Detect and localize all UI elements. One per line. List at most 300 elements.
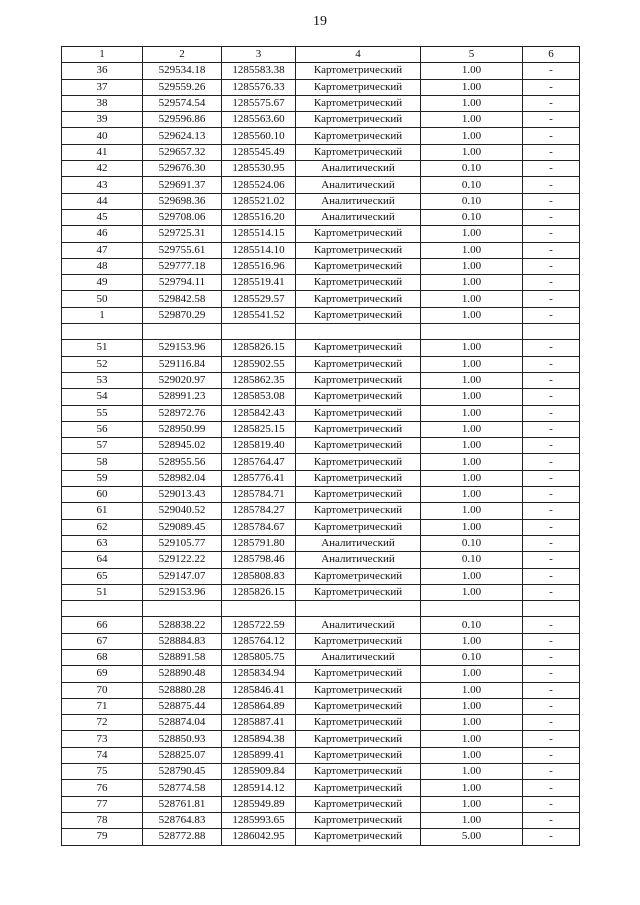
accuracy-cell: 1.00 xyxy=(421,291,523,307)
method-cell: Картометрический xyxy=(296,715,421,731)
table-header xyxy=(62,47,580,63)
method-cell: Картометрический xyxy=(296,405,421,421)
table-row xyxy=(62,812,580,828)
header-cell-3: 3 xyxy=(222,47,296,63)
table-row xyxy=(62,535,580,551)
x-coordinate-cell: 529116.84 xyxy=(143,356,222,372)
table-row xyxy=(62,144,580,160)
point-number-cell: 58 xyxy=(62,454,143,470)
accuracy-cell: 1.00 xyxy=(421,633,523,649)
accuracy-cell: 1.00 xyxy=(421,666,523,682)
table-row xyxy=(62,552,580,568)
y-coordinate-cell: 1285563.60 xyxy=(222,112,296,128)
accuracy-cell: 1.00 xyxy=(421,454,523,470)
accuracy-cell: 1.00 xyxy=(421,340,523,356)
y-coordinate-cell: 1285576.33 xyxy=(222,79,296,95)
note-cell: - xyxy=(523,568,580,584)
y-coordinate-cell: 1285516.20 xyxy=(222,209,296,225)
method-cell: Картометрический xyxy=(296,144,421,160)
x-coordinate-cell: 528950.99 xyxy=(143,421,222,437)
table-row xyxy=(62,487,580,503)
x-coordinate-cell: 528850.93 xyxy=(143,731,222,747)
x-coordinate-cell: 529147.07 xyxy=(143,568,222,584)
method-cell: Картометрический xyxy=(296,356,421,372)
point-number-cell: 59 xyxy=(62,470,143,486)
header-row xyxy=(62,47,580,63)
y-coordinate-cell: 1285826.15 xyxy=(222,340,296,356)
accuracy-cell: 1.00 xyxy=(421,95,523,111)
note-cell: - xyxy=(523,780,580,796)
y-coordinate-cell: 1285545.49 xyxy=(222,144,296,160)
method-cell: Картометрический xyxy=(296,666,421,682)
method-cell: Аналитический xyxy=(296,209,421,225)
point-number-cell: 49 xyxy=(62,275,143,291)
point-number-cell: 39 xyxy=(62,112,143,128)
note-cell: - xyxy=(523,63,580,79)
x-coordinate-cell: 528955.56 xyxy=(143,454,222,470)
x-coordinate-cell: 528761.81 xyxy=(143,796,222,812)
y-coordinate-cell: 1285902.55 xyxy=(222,356,296,372)
point-number-cell: 56 xyxy=(62,421,143,437)
point-number-cell: 64 xyxy=(62,552,143,568)
note-cell: - xyxy=(523,535,580,551)
accuracy-cell: 1.00 xyxy=(421,470,523,486)
point-number-cell: 72 xyxy=(62,715,143,731)
x-coordinate-cell: 529020.97 xyxy=(143,372,222,388)
note-cell: - xyxy=(523,79,580,95)
method-cell: Аналитический xyxy=(296,193,421,209)
x-coordinate-cell: 529040.52 xyxy=(143,503,222,519)
point-number-cell: 76 xyxy=(62,780,143,796)
note-cell: - xyxy=(523,796,580,812)
method-cell: Картометрический xyxy=(296,796,421,812)
point-number-cell: 54 xyxy=(62,389,143,405)
table-row xyxy=(62,470,580,486)
method-cell: Картометрический xyxy=(296,307,421,323)
note-cell: - xyxy=(523,470,580,486)
accuracy-cell: 1.00 xyxy=(421,584,523,600)
x-coordinate-cell: 529777.18 xyxy=(143,258,222,274)
note-cell: - xyxy=(523,372,580,388)
method-cell: Картометрический xyxy=(296,421,421,437)
y-coordinate-cell: 1285776.41 xyxy=(222,470,296,486)
table-row xyxy=(62,747,580,763)
note-cell: - xyxy=(523,291,580,307)
method-cell: Картометрический xyxy=(296,454,421,470)
separator-row xyxy=(62,601,580,617)
x-coordinate-cell: 528875.44 xyxy=(143,698,222,714)
table-row xyxy=(62,568,580,584)
method-cell: Картометрический xyxy=(296,698,421,714)
point-number-cell: 44 xyxy=(62,193,143,209)
y-coordinate-cell: 1285521.02 xyxy=(222,193,296,209)
accuracy-cell: 1.00 xyxy=(421,421,523,437)
accuracy-cell: 1.00 xyxy=(421,144,523,160)
method-cell: Картометрический xyxy=(296,519,421,535)
note-cell: - xyxy=(523,698,580,714)
coordinates-table xyxy=(61,46,580,846)
method-cell xyxy=(296,601,421,617)
point-number-cell: 71 xyxy=(62,698,143,714)
accuracy-cell: 1.00 xyxy=(421,389,523,405)
x-coordinate-cell: 529725.31 xyxy=(143,226,222,242)
accuracy-cell: 1.00 xyxy=(421,356,523,372)
accuracy-cell xyxy=(421,324,523,340)
accuracy-cell: 1.00 xyxy=(421,715,523,731)
y-coordinate-cell: 1285826.15 xyxy=(222,584,296,600)
note-cell: - xyxy=(523,829,580,845)
table-row xyxy=(62,95,580,111)
method-cell: Картометрический xyxy=(296,258,421,274)
x-coordinate-cell: 529013.43 xyxy=(143,487,222,503)
header-cell-2: 2 xyxy=(143,47,222,63)
y-coordinate-cell: 1285819.40 xyxy=(222,438,296,454)
y-coordinate-cell: 1285805.75 xyxy=(222,649,296,665)
y-coordinate-cell: 1285784.27 xyxy=(222,503,296,519)
x-coordinate-cell: 529624.13 xyxy=(143,128,222,144)
accuracy-cell: 1.00 xyxy=(421,796,523,812)
point-number-cell: 63 xyxy=(62,535,143,551)
x-coordinate-cell: 529657.32 xyxy=(143,144,222,160)
table-row xyxy=(62,780,580,796)
table-row xyxy=(62,405,580,421)
note-cell: - xyxy=(523,226,580,242)
method-cell: Картометрический xyxy=(296,242,421,258)
x-coordinate-cell: 529559.26 xyxy=(143,79,222,95)
method-cell: Аналитический xyxy=(296,552,421,568)
table-row xyxy=(62,503,580,519)
y-coordinate-cell: 1285808.83 xyxy=(222,568,296,584)
note-cell: - xyxy=(523,584,580,600)
accuracy-cell: 1.00 xyxy=(421,698,523,714)
method-cell: Аналитический xyxy=(296,649,421,665)
header-cell-4: 4 xyxy=(296,47,421,63)
y-coordinate-cell: 1285530.95 xyxy=(222,161,296,177)
x-coordinate-cell: 529708.06 xyxy=(143,209,222,225)
accuracy-cell: 1.00 xyxy=(421,307,523,323)
x-coordinate-cell: 529691.37 xyxy=(143,177,222,193)
note-cell: - xyxy=(523,747,580,763)
y-coordinate-cell: 1285834.94 xyxy=(222,666,296,682)
y-coordinate-cell: 1285864.89 xyxy=(222,698,296,714)
x-coordinate-cell: 529842.58 xyxy=(143,291,222,307)
point-number-cell: 51 xyxy=(62,340,143,356)
x-coordinate-cell: 529698.36 xyxy=(143,193,222,209)
point-number-cell: 78 xyxy=(62,812,143,828)
note-cell: - xyxy=(523,715,580,731)
accuracy-cell xyxy=(421,601,523,617)
accuracy-cell: 1.00 xyxy=(421,503,523,519)
point-number-cell: 79 xyxy=(62,829,143,845)
table-row xyxy=(62,715,580,731)
x-coordinate-cell: 529596.86 xyxy=(143,112,222,128)
x-coordinate-cell: 528764.83 xyxy=(143,812,222,828)
y-coordinate-cell: 1285798.46 xyxy=(222,552,296,568)
table-row xyxy=(62,242,580,258)
method-cell: Аналитический xyxy=(296,177,421,193)
accuracy-cell: 1.00 xyxy=(421,568,523,584)
point-number-cell: 62 xyxy=(62,519,143,535)
x-coordinate-cell: 529534.18 xyxy=(143,63,222,79)
accuracy-cell: 1.00 xyxy=(421,226,523,242)
method-cell: Картометрический xyxy=(296,487,421,503)
y-coordinate-cell: 1285764.47 xyxy=(222,454,296,470)
header-cell-1: 1 xyxy=(62,47,143,63)
table-row xyxy=(62,307,580,323)
table-row xyxy=(62,796,580,812)
accuracy-cell: 0.10 xyxy=(421,161,523,177)
note-cell: - xyxy=(523,503,580,519)
table-row xyxy=(62,193,580,209)
note-cell: - xyxy=(523,209,580,225)
accuracy-cell: 1.00 xyxy=(421,764,523,780)
note-cell: - xyxy=(523,617,580,633)
y-coordinate-cell xyxy=(222,324,296,340)
accuracy-cell: 1.00 xyxy=(421,438,523,454)
x-coordinate-cell: 528774.58 xyxy=(143,780,222,796)
y-coordinate-cell: 1285524.06 xyxy=(222,177,296,193)
point-number-cell: 36 xyxy=(62,63,143,79)
method-cell: Картометрический xyxy=(296,812,421,828)
note-cell: - xyxy=(523,242,580,258)
point-number-cell: 57 xyxy=(62,438,143,454)
accuracy-cell: 1.00 xyxy=(421,112,523,128)
table-row xyxy=(62,829,580,845)
accuracy-cell: 1.00 xyxy=(421,63,523,79)
method-cell: Картометрический xyxy=(296,470,421,486)
point-number-cell: 47 xyxy=(62,242,143,258)
table-row xyxy=(62,177,580,193)
table-row xyxy=(62,226,580,242)
x-coordinate-cell: 529574.54 xyxy=(143,95,222,111)
point-number-cell: 65 xyxy=(62,568,143,584)
table-row xyxy=(62,372,580,388)
x-coordinate-cell: 528972.76 xyxy=(143,405,222,421)
method-cell: Картометрический xyxy=(296,340,421,356)
note-cell: - xyxy=(523,177,580,193)
method-cell: Картометрический xyxy=(296,829,421,845)
point-number-cell xyxy=(62,324,143,340)
x-coordinate-cell: 528772.88 xyxy=(143,829,222,845)
point-number-cell: 66 xyxy=(62,617,143,633)
point-number-cell: 40 xyxy=(62,128,143,144)
y-coordinate-cell: 1285949.89 xyxy=(222,796,296,812)
method-cell: Картометрический xyxy=(296,764,421,780)
table-row xyxy=(62,584,580,600)
y-coordinate-cell: 1285764.12 xyxy=(222,633,296,649)
separator-row xyxy=(62,324,580,340)
y-coordinate-cell: 1285825.15 xyxy=(222,421,296,437)
note-cell: - xyxy=(523,340,580,356)
point-number-cell: 42 xyxy=(62,161,143,177)
accuracy-cell: 0.10 xyxy=(421,193,523,209)
y-coordinate-cell: 1285516.96 xyxy=(222,258,296,274)
x-coordinate-cell: 529105.77 xyxy=(143,535,222,551)
method-cell: Картометрический xyxy=(296,389,421,405)
method-cell: Картометрический xyxy=(296,731,421,747)
point-number-cell: 45 xyxy=(62,209,143,225)
note-cell: - xyxy=(523,258,580,274)
accuracy-cell: 0.10 xyxy=(421,535,523,551)
note-cell: - xyxy=(523,112,580,128)
accuracy-cell: 1.00 xyxy=(421,731,523,747)
point-number-cell: 51 xyxy=(62,584,143,600)
x-coordinate-cell: 528880.28 xyxy=(143,682,222,698)
method-cell: Картометрический xyxy=(296,291,421,307)
x-coordinate-cell: 529794.11 xyxy=(143,275,222,291)
point-number-cell: 48 xyxy=(62,258,143,274)
table-row xyxy=(62,161,580,177)
point-number-cell: 60 xyxy=(62,487,143,503)
note-cell: - xyxy=(523,812,580,828)
table-row xyxy=(62,79,580,95)
x-coordinate-cell: 528982.04 xyxy=(143,470,222,486)
note-cell: - xyxy=(523,421,580,437)
accuracy-cell: 0.10 xyxy=(421,177,523,193)
table-row xyxy=(62,389,580,405)
point-number-cell: 53 xyxy=(62,372,143,388)
method-cell: Аналитический xyxy=(296,617,421,633)
header-cell-6: 6 xyxy=(523,47,580,63)
x-coordinate-cell: 528825.07 xyxy=(143,747,222,763)
accuracy-cell: 1.00 xyxy=(421,780,523,796)
accuracy-cell: 0.10 xyxy=(421,552,523,568)
y-coordinate-cell: 1285894.38 xyxy=(222,731,296,747)
method-cell: Картометрический xyxy=(296,747,421,763)
accuracy-cell: 1.00 xyxy=(421,258,523,274)
method-cell: Аналитический xyxy=(296,535,421,551)
note-cell: - xyxy=(523,519,580,535)
table-row xyxy=(62,617,580,633)
table-row xyxy=(62,421,580,437)
y-coordinate-cell: 1285519.41 xyxy=(222,275,296,291)
y-coordinate-cell: 1285722.59 xyxy=(222,617,296,633)
x-coordinate-cell: 528884.83 xyxy=(143,633,222,649)
x-coordinate-cell: 528790.45 xyxy=(143,764,222,780)
point-number-cell: 74 xyxy=(62,747,143,763)
accuracy-cell: 1.00 xyxy=(421,242,523,258)
table-row xyxy=(62,731,580,747)
x-coordinate-cell: 528874.04 xyxy=(143,715,222,731)
accuracy-cell: 1.00 xyxy=(421,79,523,95)
note-cell: - xyxy=(523,682,580,698)
table-row xyxy=(62,698,580,714)
point-number-cell: 41 xyxy=(62,144,143,160)
point-number-cell: 61 xyxy=(62,503,143,519)
table-row xyxy=(62,209,580,225)
point-number-cell: 43 xyxy=(62,177,143,193)
y-coordinate-cell: 1285784.71 xyxy=(222,487,296,503)
point-number-cell: 73 xyxy=(62,731,143,747)
x-coordinate-cell: 528891.58 xyxy=(143,649,222,665)
note-cell: - xyxy=(523,731,580,747)
point-number-cell: 75 xyxy=(62,764,143,780)
table-row xyxy=(62,128,580,144)
x-coordinate-cell: 529755.61 xyxy=(143,242,222,258)
method-cell: Картометрический xyxy=(296,438,421,454)
x-coordinate-cell: 529870.29 xyxy=(143,307,222,323)
table-row xyxy=(62,454,580,470)
x-coordinate-cell: 528945.02 xyxy=(143,438,222,454)
x-coordinate-cell: 528991.23 xyxy=(143,389,222,405)
accuracy-cell: 1.00 xyxy=(421,747,523,763)
method-cell: Картометрический xyxy=(296,79,421,95)
method-cell: Картометрический xyxy=(296,112,421,128)
y-coordinate-cell: 1285899.41 xyxy=(222,747,296,763)
note-cell: - xyxy=(523,389,580,405)
accuracy-cell: 1.00 xyxy=(421,682,523,698)
point-number-cell: 52 xyxy=(62,356,143,372)
method-cell: Картометрический xyxy=(296,275,421,291)
y-coordinate-cell: 1285514.10 xyxy=(222,242,296,258)
note-cell: - xyxy=(523,144,580,160)
point-number-cell xyxy=(62,601,143,617)
point-number-cell: 38 xyxy=(62,95,143,111)
method-cell: Картометрический xyxy=(296,633,421,649)
note-cell: - xyxy=(523,405,580,421)
note-cell: - xyxy=(523,161,580,177)
point-number-cell: 46 xyxy=(62,226,143,242)
note-cell: - xyxy=(523,454,580,470)
y-coordinate-cell: 1285862.35 xyxy=(222,372,296,388)
table-row xyxy=(62,112,580,128)
table-row xyxy=(62,764,580,780)
point-number-cell: 77 xyxy=(62,796,143,812)
table-row xyxy=(62,666,580,682)
table-row xyxy=(62,682,580,698)
note-cell: - xyxy=(523,128,580,144)
method-cell: Аналитический xyxy=(296,161,421,177)
note-cell: - xyxy=(523,275,580,291)
point-number-cell: 69 xyxy=(62,666,143,682)
method-cell: Картометрический xyxy=(296,682,421,698)
method-cell: Картометрический xyxy=(296,128,421,144)
point-number-cell: 67 xyxy=(62,633,143,649)
table-row xyxy=(62,633,580,649)
note-cell: - xyxy=(523,633,580,649)
y-coordinate-cell: 1286042.95 xyxy=(222,829,296,845)
y-coordinate-cell: 1285529.57 xyxy=(222,291,296,307)
x-coordinate-cell xyxy=(143,601,222,617)
x-coordinate-cell: 529153.96 xyxy=(143,584,222,600)
accuracy-cell: 0.10 xyxy=(421,209,523,225)
method-cell: Картометрический xyxy=(296,95,421,111)
y-coordinate-cell: 1285560.10 xyxy=(222,128,296,144)
accuracy-cell: 0.10 xyxy=(421,649,523,665)
y-coordinate-cell: 1285909.84 xyxy=(222,764,296,780)
note-cell: - xyxy=(523,487,580,503)
y-coordinate-cell xyxy=(222,601,296,617)
accuracy-cell: 5.00 xyxy=(421,829,523,845)
note-cell: - xyxy=(523,552,580,568)
y-coordinate-cell: 1285846.41 xyxy=(222,682,296,698)
point-number-cell: 37 xyxy=(62,79,143,95)
table-row xyxy=(62,356,580,372)
accuracy-cell: 1.00 xyxy=(421,519,523,535)
method-cell: Картометрический xyxy=(296,568,421,584)
accuracy-cell: 1.00 xyxy=(421,275,523,291)
method-cell: Картометрический xyxy=(296,503,421,519)
y-coordinate-cell: 1285784.67 xyxy=(222,519,296,535)
note-cell: - xyxy=(523,307,580,323)
x-coordinate-cell: 528890.48 xyxy=(143,666,222,682)
note-cell: - xyxy=(523,438,580,454)
point-number-cell: 55 xyxy=(62,405,143,421)
method-cell xyxy=(296,324,421,340)
method-cell: Картометрический xyxy=(296,63,421,79)
x-coordinate-cell: 528838.22 xyxy=(143,617,222,633)
accuracy-cell: 1.00 xyxy=(421,372,523,388)
